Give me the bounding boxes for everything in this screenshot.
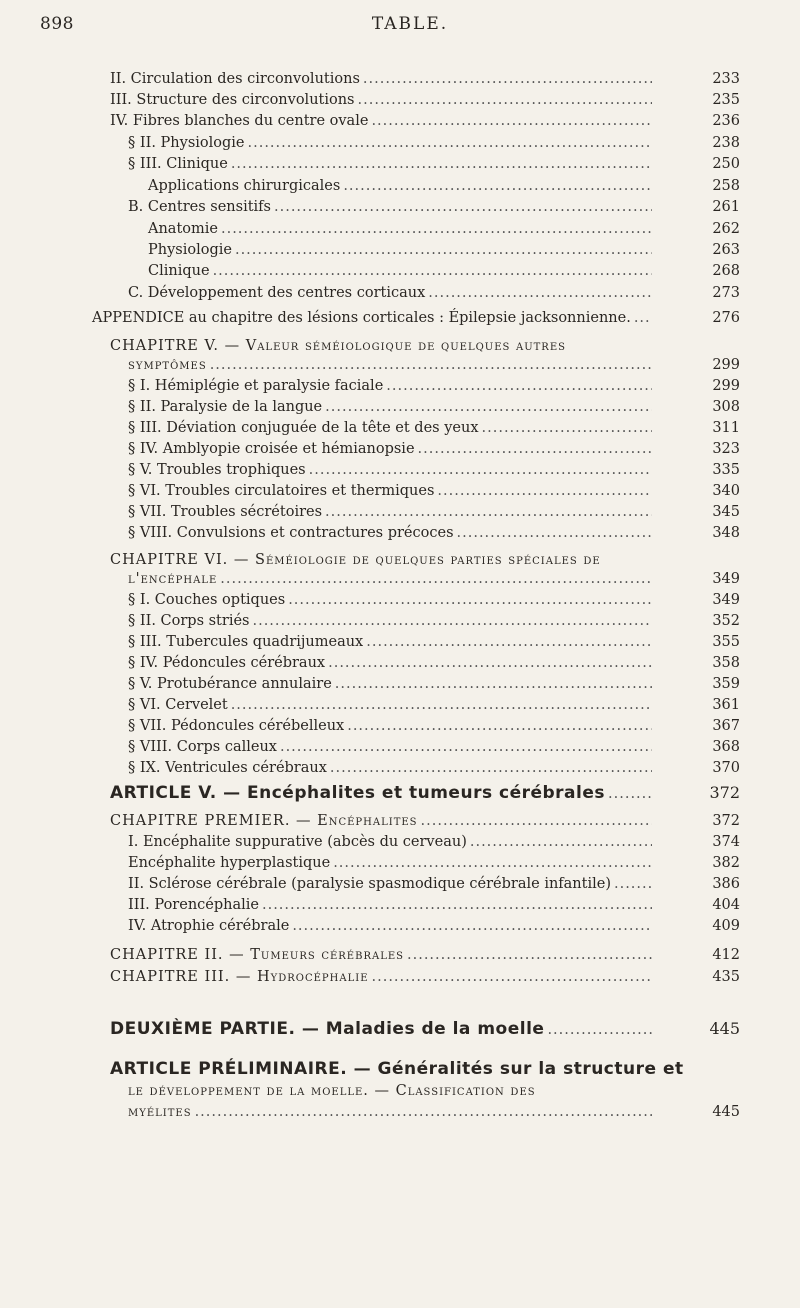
dot-leader [372,968,653,986]
dot-leader [343,177,652,195]
dot-leader [614,875,652,893]
toc-entry-title: Applications chirurgicales [148,178,341,194]
toc-page-number: 268 [712,263,740,279]
toc-page-number: 382 [712,855,740,871]
toc-entry-title: Physiologie [148,242,232,258]
toc-entry [128,591,655,609]
toc-page-number: 311 [712,420,740,436]
dot-leader [418,440,652,458]
toc-entry [110,551,655,569]
toc-page-number: 361 [712,697,740,713]
toc-entry [148,220,655,238]
dot-leader [262,896,652,914]
toc-page-number: 368 [712,739,740,755]
toc-entry [128,633,655,651]
dot-leader [235,241,652,259]
toc-entry [128,854,655,872]
toc-page-number: 358 [712,655,740,671]
toc-entry-title: III. Structure des circonvolutions [110,92,355,108]
dot-leader [280,738,652,756]
dot-leader [335,675,652,693]
dot-leader [371,112,652,130]
toc-entry-title: CHAPITRE VI. — Séméiologie de quelques parties spéciales de [110,552,601,568]
dot-leader [328,654,652,672]
toc-entry-title: § VIII. Convulsions et contractures précoces [128,525,454,541]
dot-leader [358,91,652,109]
toc-page-number: 250 [712,156,740,172]
toc-entry-title: § II. Paralysie de la langue [128,399,323,415]
page-number: 898 [40,14,74,34]
toc-page-number: 372 [712,813,740,829]
toc-page-number: 445 [709,1019,740,1038]
toc-entry-title: le développement de la moelle. — Classification des [128,1083,536,1099]
toc-entry [110,812,655,830]
toc-entry [110,337,655,355]
toc-entry [110,946,655,964]
dot-leader [608,785,652,803]
toc-entry-title: § VI. Troubles circulatoires et thermiques [128,483,435,499]
toc-entry-title: § III. Tubercules quadrijumeaux [128,634,364,650]
toc-page-number: 276 [712,310,740,326]
toc-entry [128,612,655,630]
toc-entry [110,1020,655,1039]
toc-page-number: 404 [712,897,740,913]
toc-page-number: 355 [712,634,740,650]
dot-leader [213,262,652,280]
toc-page-number: 273 [712,285,740,301]
dot-leader [407,946,652,964]
toc-entry [128,875,655,893]
toc-page-number: 445 [712,1104,740,1120]
toc-entry [128,155,655,173]
toc-page-number: 372 [709,783,740,802]
dot-leader [325,503,652,521]
toc-entry [110,70,655,88]
dot-leader [231,696,652,714]
toc-page-number: 299 [712,378,740,394]
toc-page-number: 370 [712,760,740,776]
dot-leader [288,591,652,609]
toc-entry-title: § IX. Ventricules cérébraux [128,760,327,776]
running-title: TABLE. [371,14,449,34]
dot-leader [366,633,652,651]
toc-entry-title: § VI. Cervelet [128,697,228,713]
toc-entry-title: III. Porencéphalie [128,897,259,913]
toc-entry [128,440,655,458]
toc-entry-title: II. Circulation des circonvolutions [110,71,360,87]
toc-page-number: 323 [712,441,740,457]
toc-entry [128,419,655,437]
dot-leader [195,1103,652,1121]
dot-leader [347,717,652,735]
toc-entry-title: § II. Physiologie [128,135,245,151]
dot-leader [333,854,652,872]
toc-entry [128,675,655,693]
toc-entry [148,262,655,280]
toc-entry [128,833,655,851]
toc-entry [128,482,655,500]
toc-entry-title: § I. Couches optiques [128,592,286,608]
toc-page-number: 335 [712,462,740,478]
toc-entry [128,654,655,672]
dot-leader [547,1021,652,1039]
toc-entry-title: Encéphalite hyperplastique [128,855,331,871]
toc-entry [110,784,655,803]
dot-leader [470,833,652,851]
toc-entry-title: B. Centres sensitifs [128,199,271,215]
dot-leader [221,220,652,238]
toc-entry [128,503,655,521]
dot-leader [386,377,652,395]
dot-leader [457,524,652,542]
toc-entry-title: myélites [128,1104,192,1120]
dot-leader [482,419,652,437]
toc-entry [128,896,655,914]
toc-page-number: 238 [712,135,740,151]
toc-page-number: 349 [712,592,740,608]
toc-entry [148,241,655,259]
toc-entry-title: CHAPITRE III. — Hydrocéphalie [110,969,369,985]
toc-entry [128,696,655,714]
toc-entry-title: Clinique [148,263,210,279]
toc-page-number: 374 [712,834,740,850]
toc-entry [128,198,655,216]
toc-page-number: 308 [712,399,740,415]
toc-entry-title: CHAPITRE V. — Valeur séméiologique de quelques autres [110,338,566,354]
toc-entry-title: § I. Hémiplégie et paralysie faciale [128,378,384,394]
toc-entry-title: § IV. Pédoncules cérébraux [128,655,326,671]
toc-page-number: 235 [712,92,740,108]
toc-entry-title: DEUXIÈME PARTIE. — Maladies de la moelle [110,1019,545,1039]
toc-entry-title: § VIII. Corps calleux [128,739,277,755]
dot-leader [363,70,652,88]
toc-page-number: 367 [712,718,740,734]
dot-leader [634,309,652,327]
toc-entry-title: § II. Corps striés [128,613,250,629]
toc-entry [92,309,655,327]
toc-page-number: 258 [712,178,740,194]
dot-leader [210,356,652,374]
toc-entry-title: § VII. Pédoncules cérébelleux [128,718,345,734]
toc-entry-title: § III. Clinique [128,156,228,172]
toc-entry-title: § IV. Amblyopie croisée et hémianopsie [128,441,415,457]
toc-entry [128,134,655,152]
toc-entry [128,461,655,479]
toc-page-number: 345 [712,504,740,520]
dot-leader [437,482,652,500]
toc-entry [128,570,655,588]
toc-entry [128,917,655,935]
toc-entry-title: symptômes [128,357,207,373]
toc-entry [128,377,655,395]
dot-leader [325,398,652,416]
toc-entry-title: IV. Atrophie cérébrale [128,918,290,934]
toc-entry-title: CHAPITRE PREMIER. — Encéphalites [110,813,418,829]
toc-page-number: 435 [712,969,740,985]
toc-entry-title: § III. Déviation conjuguée de la tête et des yeux [128,420,479,436]
dot-leader [292,917,652,935]
toc-entry-title: II. Sclérose cérébrale (paralysie spasmodique cérébrale infantile) [128,876,611,892]
toc-entry-title: C. Développement des centres corticaux [128,285,426,301]
page-header [40,14,780,38]
toc-page-number: 359 [712,676,740,692]
toc-entry-title: IV. Fibres blanches du centre ovale [110,113,369,129]
toc-page-number: 348 [712,525,740,541]
dot-leader [248,134,653,152]
toc-entry-title: ARTICLE PRÉLIMINAIRE. — Généralités sur la structure et [110,1059,684,1079]
toc-entry [110,91,655,109]
toc-entry-title: ARTICLE V. — Encéphalites et tumeurs cérébrales [110,783,606,803]
dot-leader [220,570,652,588]
dot-leader [309,461,652,479]
toc-entry [128,717,655,735]
toc-page-number: 412 [712,947,740,963]
dot-leader [231,155,652,173]
toc-page-number: 261 [712,199,740,215]
toc-entry [110,968,655,986]
toc-entry-title: APPENDICE au chapitre des lésions corticales : Épilepsie jacksonnienne. [92,310,631,326]
toc-entry-title: § V. Protubérance annulaire [128,676,332,692]
dot-leader [252,612,652,630]
toc-entry-title: CHAPITRE II. — Tumeurs cérébrales [110,947,404,963]
toc-entry [110,112,655,130]
toc-page-number: 352 [712,613,740,629]
toc-page-number: 262 [712,221,740,237]
toc-entry [128,759,655,777]
toc-page-number: 349 [712,571,740,587]
toc-entry [128,524,655,542]
toc-page-number: 263 [712,242,740,258]
toc-entry-title: § VII. Troubles sécrétoires [128,504,323,520]
toc-entry-title: Anatomie [148,221,218,237]
dot-leader [428,284,652,302]
toc-entry [110,1059,684,1079]
toc-entry-title: I. Encéphalite suppurative (abcès du cerveau) [128,834,467,850]
toc-entry [128,284,655,302]
toc-entry [128,738,655,756]
toc-entry [128,356,655,374]
toc-entry-title: l'encéphale [128,571,218,587]
toc-entry-title: § V. Troubles trophiques [128,462,306,478]
dot-leader [274,198,652,216]
toc-entry [128,1103,655,1121]
toc-page-number: 233 [712,71,740,87]
toc-page-number: 340 [712,483,740,499]
dot-leader [421,812,652,830]
toc-page-number: 386 [712,876,740,892]
dot-leader [330,759,652,777]
toc-entry [148,177,655,195]
toc-page-number: 236 [712,113,740,129]
toc-page-number: 409 [712,918,740,934]
toc-entry [128,1082,655,1100]
toc-entry [128,398,655,416]
toc-page-number: 299 [712,357,740,373]
